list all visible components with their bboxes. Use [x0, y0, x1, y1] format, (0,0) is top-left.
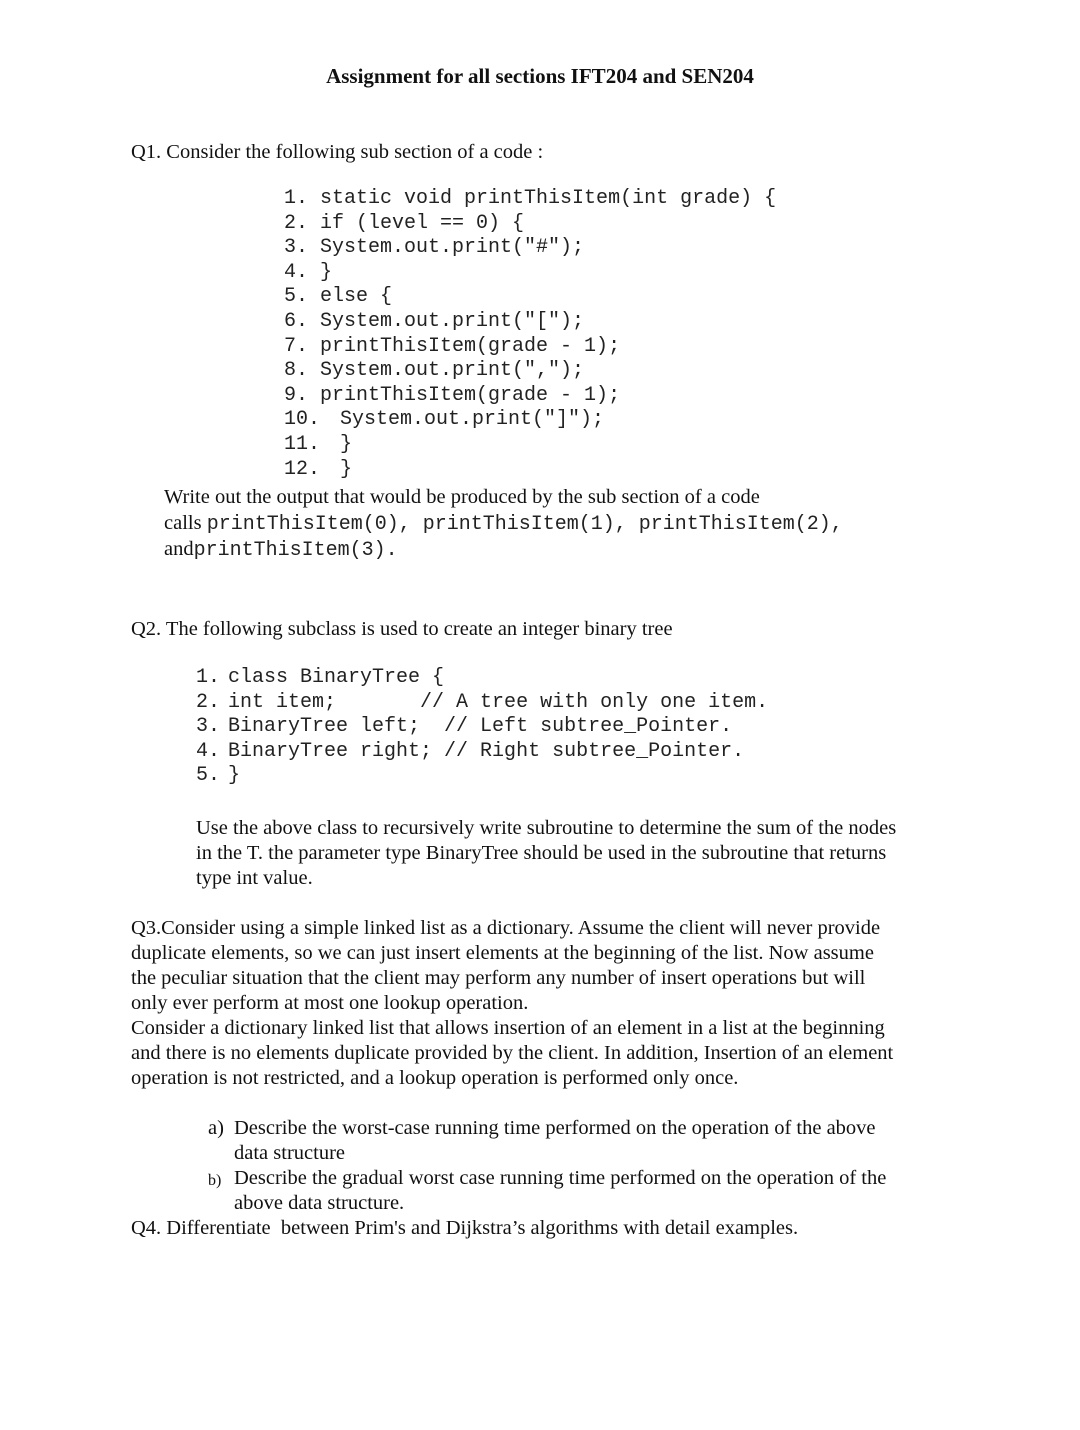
- code-line: [284, 384, 776, 409]
- q4-text: Q4. Differentiate between Prim's and Dijkstra’s algorithms with detail examples.: [131, 1217, 799, 1239]
- q3-text-line: only ever perform at most one lookup operation.: [131, 992, 529, 1014]
- q3-text-line: Consider a dictionary linked list that allows insertion of an element in a list at the beginning: [131, 1017, 885, 1039]
- code-text: System.out.print("[");: [320, 309, 585, 333]
- q1-calls-prefix: calls: [164, 512, 207, 534]
- code-text: printThisItem(grade - 1);: [320, 334, 621, 358]
- q3-text-line: the peculiar situation that the client may perform any number of insert operations but will: [131, 967, 866, 989]
- q2-instruction-line: Use the above class to recursively write subroutine to determine the sum of the nodes: [196, 817, 897, 839]
- line-number: 5.: [284, 285, 309, 309]
- code-line: [196, 764, 768, 789]
- line-number: 10.: [284, 408, 321, 432]
- q1-instruction-line2: [164, 511, 843, 537]
- q1-calls-code: printThisItem(0), printThisItem(1), printThisItem(2),: [206, 513, 843, 536]
- code-text: BinaryTree left; // Left subtree_Pointer.: [228, 715, 733, 739]
- line-number: 5.: [196, 764, 221, 788]
- line-number: 7.: [284, 334, 309, 358]
- code-text: int item; // A tree with only one item.: [228, 690, 769, 714]
- q2-instruction-line: type int value.: [196, 867, 313, 889]
- code-line: [284, 335, 776, 360]
- line-number: 3.: [284, 236, 309, 260]
- q1-and-prefix: and: [164, 538, 194, 560]
- code-text: }: [340, 457, 353, 481]
- code-text: }: [320, 260, 333, 284]
- q3-text-line: duplicate elements, so we can just insert elements at the beginning of the list. Now assume: [131, 942, 874, 964]
- item-marker: a): [208, 1117, 224, 1139]
- code-line: [284, 285, 776, 310]
- q3-text-line: operation is not restricted, and a lookup operation is performed only once.: [131, 1067, 739, 1089]
- code-text: else {: [320, 285, 393, 309]
- code-text: BinaryTree right; // Right subtree_Pointer.: [228, 739, 745, 763]
- code-line: [284, 187, 776, 212]
- line-number: 9.: [284, 383, 309, 407]
- code-line: [284, 458, 776, 483]
- code-line: [196, 691, 768, 716]
- q1-instruction-line1: Write out the output that would be produced by the sub section of a code: [164, 486, 760, 508]
- item-text-line: Describe the gradual worst case running time performed on the operation of the: [234, 1167, 887, 1189]
- code-text: System.out.print(",");: [320, 359, 585, 383]
- line-number: 3.: [196, 715, 221, 739]
- code-line: [284, 212, 776, 237]
- q2-instruction: [196, 816, 956, 891]
- line-number: 12.: [284, 457, 321, 481]
- q2-heading: Q2. The following subclass is used to create an integer binary tree: [131, 618, 673, 640]
- code-line: [284, 310, 776, 335]
- code-text: class BinaryTree {: [228, 666, 445, 689]
- q2-instruction-line: in the T. the parameter type BinaryTree should be used in the subroutine that returns: [196, 842, 887, 864]
- line-number: 4.: [284, 260, 309, 284]
- item-text-line: above data structure.: [234, 1192, 405, 1214]
- item-marker: b): [208, 1172, 222, 1189]
- code-line: [196, 666, 768, 691]
- code-text: printThisItem(grade - 1);: [320, 383, 621, 407]
- code-text: }: [340, 432, 353, 456]
- code-text: System.out.print("]");: [340, 408, 605, 432]
- code-line: [196, 715, 768, 740]
- line-number: 11.: [284, 432, 321, 456]
- document-title: Assignment for all sections IFT204 and SEN204: [326, 64, 754, 88]
- q3-text-line: and there is no elements duplicate provided by the client. In addition, Insertion of an element: [131, 1042, 894, 1064]
- q1-instruction-line3: [164, 537, 398, 563]
- line-number: 6.: [284, 309, 309, 333]
- q1-code-block: [284, 187, 776, 482]
- q1-calls-code-2: printThisItem(3).: [193, 539, 398, 562]
- line-number: 4.: [196, 739, 221, 763]
- code-line: [284, 433, 776, 458]
- q2-code-block: [196, 666, 768, 789]
- code-text: if (level == 0) {: [320, 211, 525, 235]
- line-number: 1.: [284, 187, 309, 210]
- line-number: 1.: [196, 666, 221, 689]
- line-number: 8.: [284, 359, 309, 383]
- item-text-line: data structure: [234, 1142, 345, 1164]
- line-number: 2.: [196, 690, 221, 714]
- code-text: System.out.print("#");: [320, 236, 585, 260]
- code-line: [284, 236, 776, 261]
- code-line: [196, 740, 768, 765]
- code-text: }: [228, 764, 241, 788]
- code-text: static void printThisItem(int grade) {: [320, 187, 777, 210]
- q3-text-line: Q3.Consider using a simple linked list as a dictionary. Assume the client will never provide: [131, 917, 881, 939]
- line-number: 2.: [284, 211, 309, 235]
- q3-paragraph-2: [131, 1016, 948, 1091]
- q1-heading: Q1. Consider the following sub section of a code :: [131, 141, 544, 163]
- code-line: [284, 261, 776, 286]
- code-line: [284, 359, 776, 384]
- item-text-line: Describe the worst-case running time performed on the operation of the above: [234, 1117, 876, 1139]
- code-line: [284, 408, 776, 433]
- q3-paragraph-1: [131, 916, 948, 1016]
